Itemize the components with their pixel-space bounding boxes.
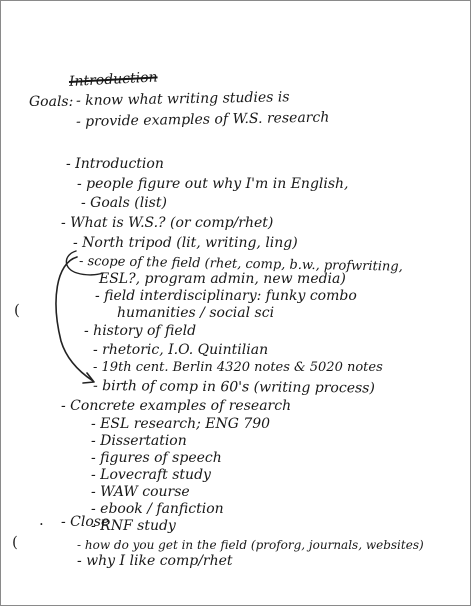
field-interdisciplinary: - field interdisciplinary: funky combo <box>95 288 357 304</box>
history-birth-of-comp: - birth of comp in 60's (writing process) <box>92 378 375 397</box>
close-get-in-field: - how do you get in the field (proforg, journals, websites) <box>77 538 424 552</box>
example-ebook-fanfiction: - ebook / fanfiction <box>91 501 224 517</box>
example-dissertation: - Dissertation <box>91 433 187 449</box>
field-interdisciplinary-cont: humanities / social sci <box>117 305 275 321</box>
history-rhetoric: - rhetoric, I.O. Quintilian <box>93 342 269 358</box>
goal-know-writing-studies: - know what writing studies is <box>75 89 290 109</box>
north-tripod: - North tripod (lit, writing, ling) <box>73 235 298 251</box>
intro-why-english: - people figure out why I'm in English, <box>77 176 349 192</box>
close-why-like: - why I like comp/rhet <box>77 553 233 569</box>
section-introduction: - Introduction <box>66 156 164 172</box>
example-waw-course: - WAW course <box>91 484 190 500</box>
goal-provide-examples: - provide examples of W.S. research <box>75 109 330 130</box>
history-19th-century: - 19th cent. Berlin 4320 notes & 5020 notes <box>93 360 383 375</box>
section-what-is-ws: - What is W.S.? (or comp/rhet) <box>61 215 274 231</box>
scope-of-field-cont: ESL?, program admin, new media) <box>99 271 346 287</box>
margin-paren-bottom: ( <box>12 533 18 551</box>
intro-goals-list: - Goals (list) <box>81 195 167 211</box>
struck-introduction: Introduction <box>68 69 158 90</box>
margin-paren-top: ( <box>14 301 20 319</box>
example-rnf-study: - RNF study <box>91 518 176 534</box>
margin-dot: . <box>39 511 44 529</box>
example-lovecraft-study: - Lovecraft study <box>91 467 211 483</box>
bracket-arrow-stroke <box>56 257 93 381</box>
history-of-field: - history of field <box>84 323 197 339</box>
goals-label: Goals: <box>29 94 74 110</box>
example-figures-of-speech: - figures of speech <box>91 450 222 466</box>
section-concrete-examples: - Concrete examples of research <box>61 398 292 414</box>
scope-of-field: - scope of the field (rhet, comp, b.w., profwriting, <box>78 254 403 275</box>
section-close: - Close <box>61 514 110 530</box>
example-esl-research: - ESL research; ENG 790 <box>91 416 271 432</box>
